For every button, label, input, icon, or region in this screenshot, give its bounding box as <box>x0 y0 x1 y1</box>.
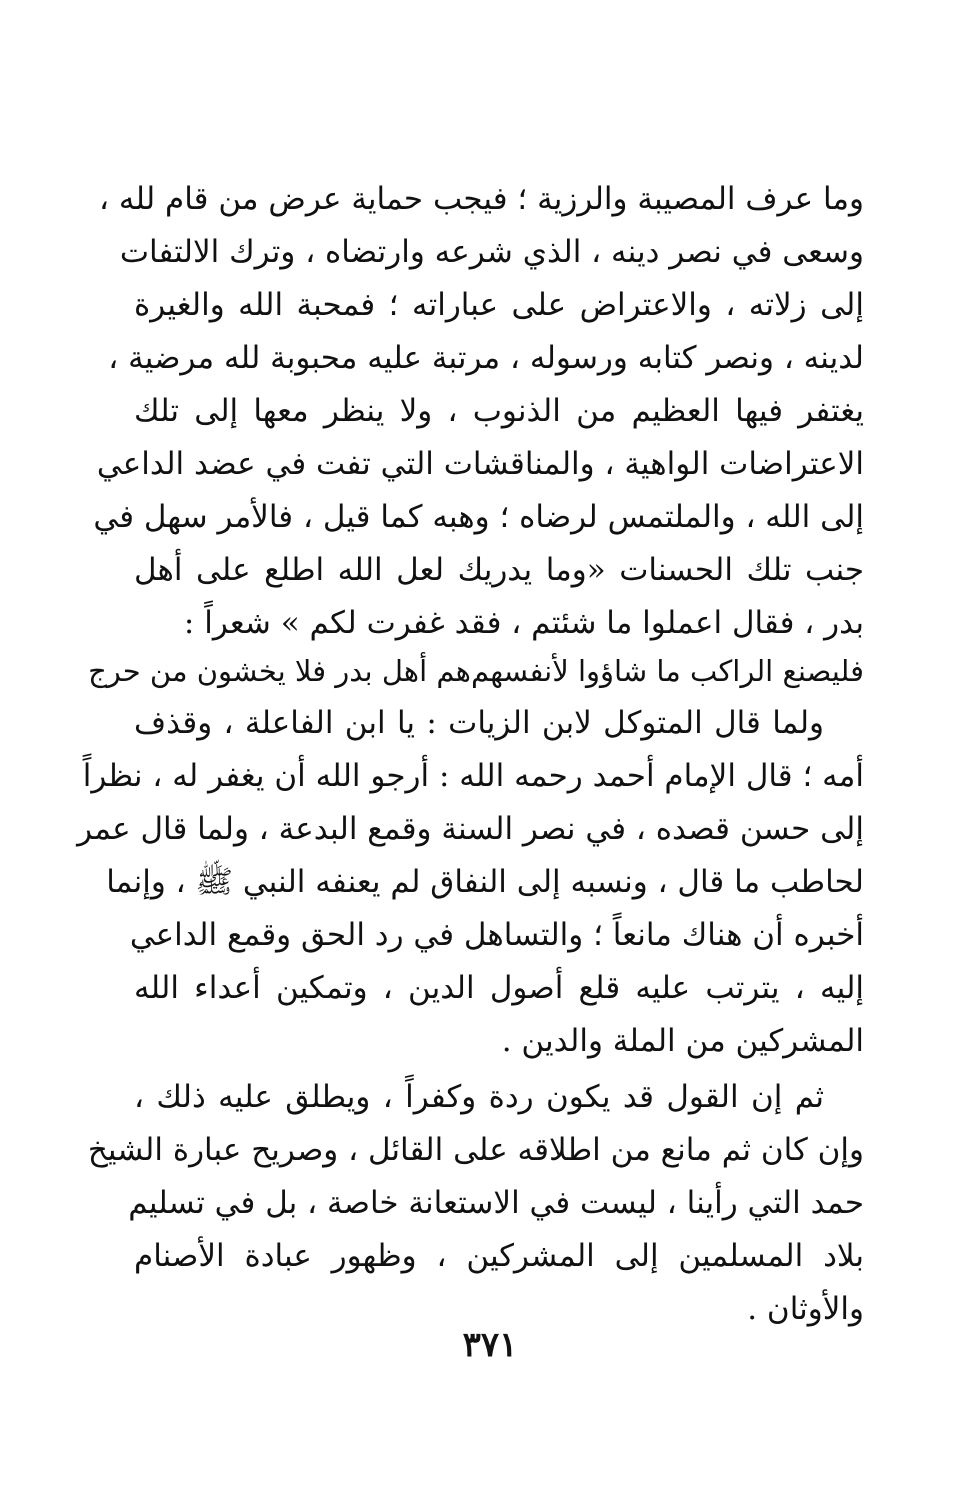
text-line: وما عرف المصيبة والرزية ؛ فيجب حماية عرض من قام لله ، <box>98 181 864 217</box>
text-line: أمه ؛ قال الإمام أحمد رحمه الله : أرجو الله أن يغفر له ، نظراً <box>82 758 864 794</box>
page-number: ٣٧١ <box>462 1325 518 1365</box>
paragraph-1 <box>93 173 864 650</box>
verse-second-hemistich: هم أهل بدر فلا يخشون من حرج <box>88 654 471 688</box>
text-line: وإن كان ثم مانع من اطلاقه على القائل ، وصريح عبارة الشيخ <box>87 1132 864 1168</box>
text-line: إلى زلاته ، والاعتراض على عباراته ؛ فمحبة الله والغيرة <box>134 287 864 323</box>
text-line: يغتفر فيها العظيم من الذنوب ، ولا ينظر معها إلى تلك <box>134 393 864 429</box>
text-line: لدينه ، ونصر كتابه ورسوله ، مرتبة عليه محبوبة لله مرضية ، <box>108 340 864 376</box>
paragraph-3 <box>87 1071 864 1336</box>
text-line: بدر ، فقال اعملوا ما شئتم ، فقد غفرت لكم » شعراً : <box>183 605 864 641</box>
verse-first-hemistich: فليصنع الراكب ما شاؤوا لأنفسهم <box>470 654 864 688</box>
paragraph-2 <box>77 697 864 1068</box>
text-line: حمد التي رأينا ، ليست في الاستعانة خاصة ، بل في تسليم <box>128 1185 864 1221</box>
text-line: الاعتراضات الواهية ، والمناقشات التي تفت في عضد الداعي <box>96 446 864 482</box>
text-line: إلى الله ، والملتمس لرضاه ؛ وهبه كما قيل ، فالأمر سهل في <box>93 499 864 535</box>
text-line: لحاطب ما قال ، ونسبه إلى النفاق لم يعنفه النبي ﷺ ، وإنما <box>106 864 864 900</box>
poetry-verse <box>88 645 864 698</box>
text-line: بلاد المسلمين إلى المشركين ، وظهور عبادة الأصنام <box>134 1238 864 1274</box>
text-line: إليه ، يترتب عليه قلع أصول الدين ، وتمكين أعداء الله <box>134 970 864 1006</box>
text-line: إلى حسن قصده ، في نصر السنة وقمع البدعة ، ولما قال عمر <box>77 811 864 847</box>
text-line: وسعى في نصر دينه ، الذي شرعه وارتضاه ، وترك الالتفات <box>119 234 864 270</box>
text-line: والأوثان . <box>747 1291 864 1327</box>
text-line: أخبره أن هناك مانعاً ؛ والتساهل في رد الحق وقمع الداعي <box>129 917 864 953</box>
text-line: المشركين من الملة والدين . <box>501 1023 864 1059</box>
text-line: ثم إن القول قد يكون ردة وكفراً ، ويطلق عليه ذلك ، <box>134 1079 824 1115</box>
text-line: ولما قال المتوكل لابن الزيات : يا ابن الفاعلة ، وقذف <box>134 705 824 741</box>
text-line: جنب تلك الحسنات «وما يدريك لعل الله اطلع على أهل <box>134 552 864 588</box>
